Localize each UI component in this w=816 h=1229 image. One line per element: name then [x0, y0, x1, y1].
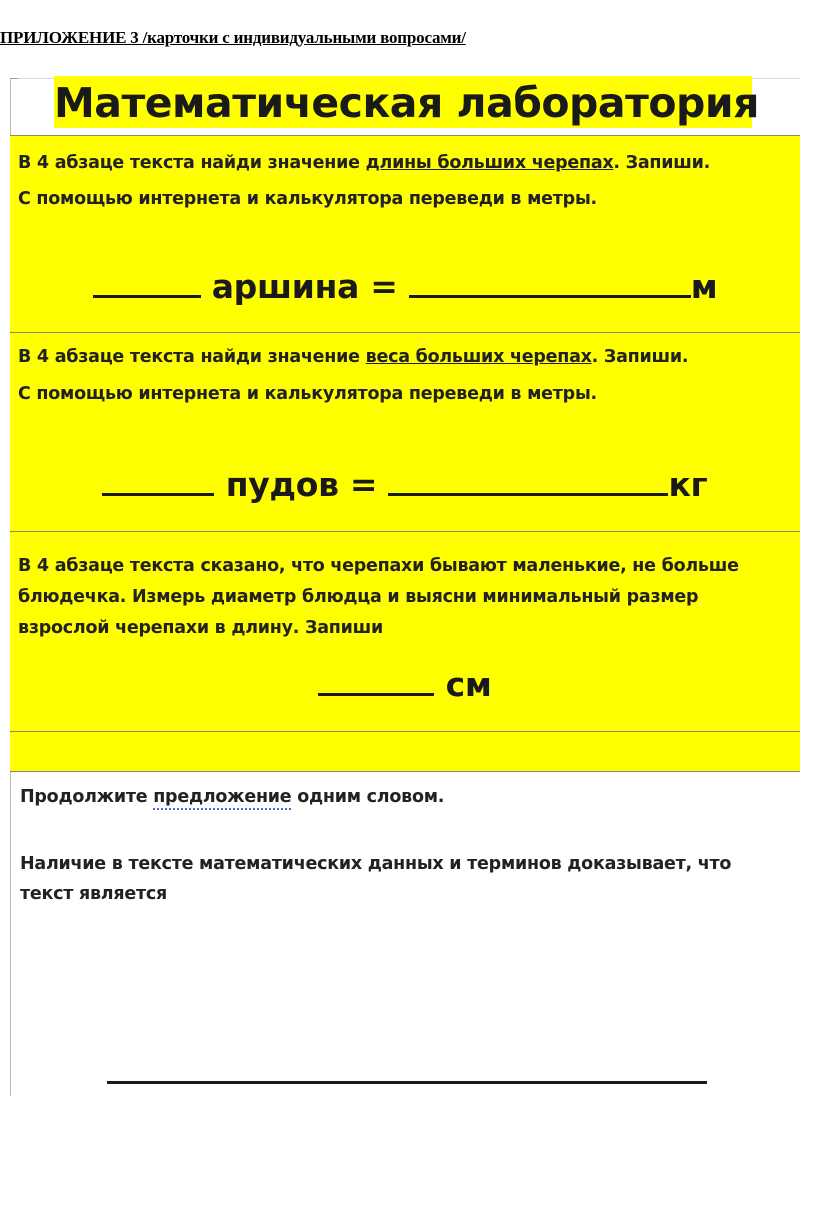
- answer-blank-left[interactable]: [93, 267, 201, 298]
- unit-to: м: [690, 267, 718, 306]
- statement-line-1: Наличие в тексте математических данных и терминов доказывает, что: [20, 854, 732, 874]
- card-text-line-2: блюдечка. Измерь диаметр блюдца и выясни минимальный размер: [18, 587, 699, 607]
- task-suffix: одним словом.: [291, 787, 445, 807]
- card-text-line-3: взрослой черепахи в длину. Запиши: [18, 618, 383, 638]
- answer-line[interactable]: [107, 1081, 707, 1084]
- card-instruction: С помощью интернета и калькулятора переведи в метры.: [18, 384, 597, 404]
- statement-line-2: текст является: [20, 884, 167, 904]
- question-keyword: веса больших черепах: [365, 347, 592, 367]
- answer-blank-right[interactable]: [388, 465, 668, 496]
- answer-blank[interactable]: [318, 665, 434, 696]
- card-question-line: [18, 153, 710, 173]
- question-keyword: длины больших черепах: [365, 153, 614, 173]
- question-suffix: . Запиши.: [591, 347, 689, 367]
- unit-to: кг: [668, 465, 708, 504]
- question-prefix: В 4 абзаце текста найди значение: [18, 347, 366, 367]
- spellcheck-word: предложение: [153, 787, 291, 810]
- card-text-line-1: В 4 абзаце текста сказано, что черепахи бывают маленькие, не больше: [18, 556, 739, 576]
- conversion-formula: [10, 465, 800, 504]
- unit-from: пудов =: [225, 465, 378, 504]
- question-suffix: . Запиши.: [613, 153, 711, 173]
- empty-card-strip: [10, 731, 800, 772]
- card-weight: [10, 332, 800, 531]
- worksheet: [10, 76, 800, 1096]
- answer-blank-left[interactable]: [102, 465, 214, 496]
- answer-blank-right[interactable]: [409, 267, 691, 298]
- task-instruction: [20, 787, 444, 807]
- card-size: [10, 531, 800, 731]
- unit-from: аршина =: [211, 267, 398, 306]
- lab-title: Математическая лаборатория: [54, 76, 752, 128]
- question-prefix: В 4 абзаце текста найди значение: [18, 153, 366, 173]
- appendix-heading: ПРИЛОЖЕНИЕ 3 /карточки с индивидуальными вопросами/: [0, 28, 466, 47]
- unit: см: [445, 665, 492, 704]
- corner-mark: [10, 78, 18, 79]
- card-length: [10, 135, 800, 332]
- measurement-formula: [10, 665, 800, 704]
- card-question-line: [18, 347, 688, 367]
- conversion-formula: [10, 267, 800, 306]
- card-instruction: С помощью интернета и калькулятора переведи в метры.: [18, 189, 597, 209]
- task-prefix: Продолжите: [20, 787, 154, 807]
